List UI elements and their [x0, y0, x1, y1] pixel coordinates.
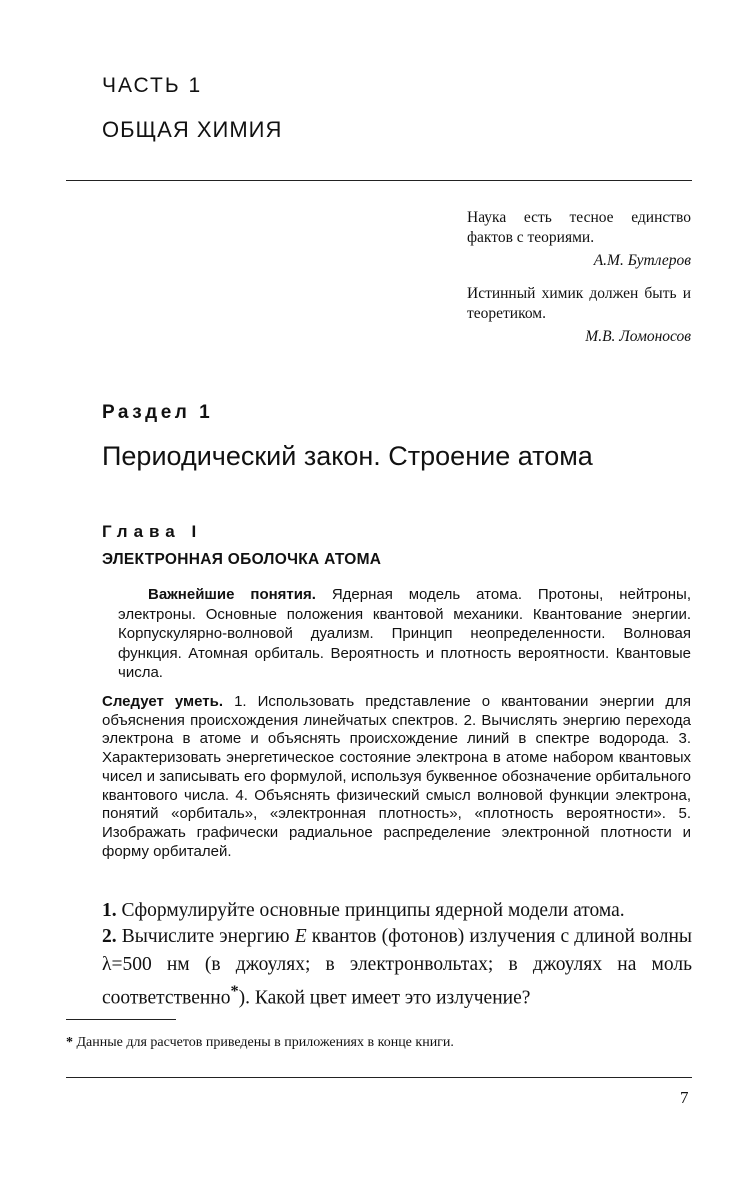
energy-symbol: E	[294, 926, 307, 947]
skills-text: 1. Использовать представление о квантовании энергии для объяснения происхождения линейчатых спектров. 2. Вычислять энергию перехода электрона в атоме и объяснять происхождение линий в спектре водорода. 3. Характеризовать энергетическое состояние электрона в атоме набором квантовых чисел и записывать его формулой, используя буквенное обозначение орбитального квантового числа. 4. Объяснять физический смысл волновой функции электрона, понятий «орбиталь», «электронная плотность», «плотность вероятности». 5. Изображать графически радиальное распределение электронной плотности и форму орбиталей.	[102, 693, 691, 860]
footnote-divider	[66, 1019, 176, 1020]
footnote	[66, 1035, 692, 1051]
key-concepts-text: Ядерная модель атома. Протоны, нейтроны, электроны. Основные положения квантовой механики. Квантование энергии. Корпускулярно-волновой дуализм. Принцип неопределенности. Волновая функция. Атомная орбиталь. Вероятность и плотность вероятности. Квантовые числа.	[118, 586, 691, 681]
epigraph	[467, 284, 691, 347]
epigraph-text: Наука есть тесное единство фактов с теориями.	[467, 209, 691, 246]
key-concepts-heading: Важнейшие понятия.	[148, 586, 316, 603]
chapter-title: ЭЛЕКТРОННАЯ ОБОЛОЧКА АТОМА	[102, 551, 382, 568]
epigraph-author: А.М. Бутлеров	[593, 252, 691, 269]
footnote-text: Данные для расчетов приведены в приложениях в конце книги.	[73, 1035, 454, 1050]
skills	[102, 693, 691, 861]
section-label: Раздел 1	[102, 402, 214, 423]
task-number: 1.	[102, 900, 117, 921]
part-number: ЧАСТЬ 1	[102, 74, 203, 97]
task-1	[102, 897, 692, 925]
footer-divider	[66, 1077, 692, 1078]
epigraph-author: М.В. Ломоносов	[585, 328, 691, 345]
key-concepts	[118, 585, 691, 683]
part-title: ОБЩАЯ ХИМИЯ	[102, 117, 283, 142]
task-number: 2.	[102, 926, 117, 947]
epigraph-text: Истинный химик должен быть и теоретиком.	[467, 285, 691, 322]
task-2	[102, 923, 692, 1012]
page-number: 7	[680, 1088, 689, 1107]
task-text: Вычислите энергию	[116, 926, 295, 947]
task-text-end: ). Какой цвет имеет это излучение?	[238, 987, 531, 1009]
header-divider	[66, 180, 692, 181]
chapter-label: Глава I	[102, 522, 203, 541]
task-text: Сформулируйте основные принципы ядерной модели атома.	[116, 900, 625, 921]
epigraphs	[467, 208, 691, 347]
footnote-marker: *	[66, 1035, 73, 1050]
epigraph	[467, 208, 691, 271]
footnote-mark[interactable]: *	[230, 982, 239, 1000]
section-title: Периодический закон. Строение атома	[102, 441, 593, 471]
task-text-continued: квантов (фотонов) излучения с длиной волны λ=500 нм (в джоулях; в электронвольтах; в джоулях на моль соответственно	[102, 926, 692, 1009]
skills-heading: Следует уметь.	[102, 693, 224, 710]
